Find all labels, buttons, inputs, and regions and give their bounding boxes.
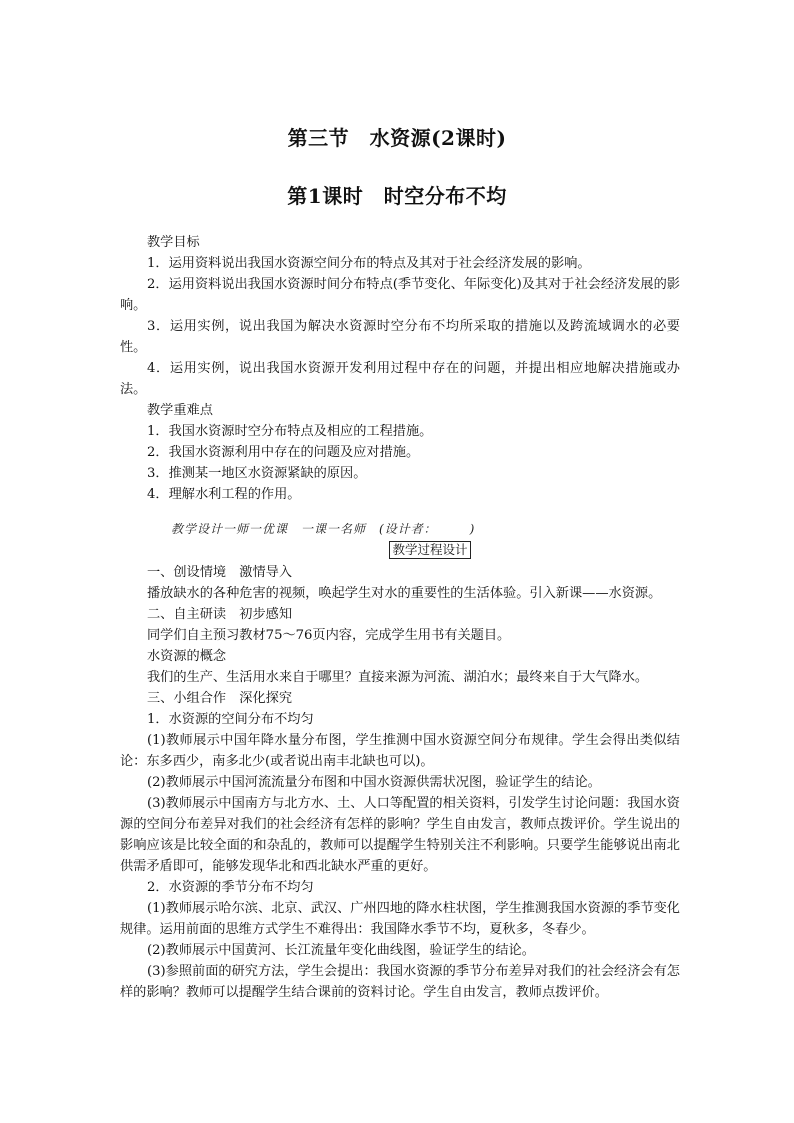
goal-item: 3．运用实例，说出我国为解决水资源时空分布不均所采取的措施以及跨流域调水的必要性。 [120,319,680,355]
process-paragraph: 同学们自主预习教材75～76页内容，完成学生用书有关题目。 [147,628,511,643]
process-heading: 二、自主研读 初步感知 [147,607,293,622]
process-paragraph: 2．水资源的季节分布不均匀 [147,880,314,895]
keypoint-item: 1．我国水资源时空分布特点及相应的工程措施。 [147,424,433,439]
document-body [120,232,680,1003]
process-paragraph: 1．水资源的空间分布不均匀 [147,712,314,727]
process-paragraph: (1)教师展示哈尔滨、北京、武汉、广州四地的降水柱状图，学生推测我国水资源的季节变化规律。运用前面的思维方式学生不难得出：我国降水季节不均，夏秋多，冬春少。 [120,901,680,937]
process-paragraph: (1)教师展示中国年降水量分布图，学生推测中国水资源空间分布规律。学生会得出类似结论：东多西少，南多北少(或者说出南丰北缺也可以)。 [120,733,680,769]
goal-item: 2．运用资料说出我国水资源时间分布特点(季节变化、年际变化)及其对于社会经济发展的影响。 [120,277,680,313]
process-paragraph: 我们的生产、生活用水来自于哪里？直接来源为河流、湖泊水；最终来自于大气降水。 [147,670,649,685]
process-paragraph: (2)教师展示中国河流流量分布图和中国水资源供需状况图，验证学生的结论。 [147,775,601,790]
keypoint-item: 2．我国水资源利用中存在的问题及应对措施。 [147,445,420,460]
keypoint-item: 4．理解水利工程的作用。 [147,487,301,502]
keypoints-heading: 教学重难点 [147,403,213,418]
process-paragraph: 水资源的概念 [147,649,227,664]
process-paragraph: (3)参照前面的研究方法，学生会提出：我国水资源的季节分布差异对我们的社会经济会有怎样的影响？教师可以提醒学生结合课前的资料讨论。学生自由发言，教师点拨评价。 [120,964,680,1000]
process-design-label: 教学过程设计 [389,541,470,559]
goal-item: 1．运用资料说出我国水资源空间分布的特点及其对于社会经济发展的影响。 [147,256,591,271]
section-title: 第三节 水资源(2课时) [287,126,507,150]
process-paragraph: (3)教师展示中国南方与北方水、土、人口等配置的相关资料，引发学生讨论问题：我国水资源的空间分布差异对我们的社会经济有怎样的影响？学生自由发言，教师点拨评价。学生说出的影响应该是比较全面的和杂乱的，教师可以提醒学生特别关注不利影响。只要学生能够说出南北供需矛盾即可，能够发现华北和西北缺水严重的更好。 [120,796,680,874]
process-heading: 三、小组合作 深化探究 [147,691,293,706]
process-paragraph: 播放缺水的各种危害的视频，唤起学生对水的重要性的生活体验。引入新课——水资源。 [147,586,662,601]
goal-item: 4．运用实例，说出我国水资源开发利用过程中存在的问题，并提出相应地解决措施或办法。 [120,361,680,397]
process-paragraph: (2)教师展示中国黄河、长江流量年变化曲线图，验证学生的结论。 [147,943,535,958]
process-heading: 一、创设情境 激情导入 [147,565,293,580]
lesson-title: 第1课时 时空分布不均 [287,184,507,208]
keypoint-item: 3．推测某一地区水资源紧缺的原因。 [147,466,367,481]
design-credit-line: 教学设计一师一优课 一课一名师 (设计者： ) [171,522,476,536]
goals-heading: 教学目标 [147,235,200,250]
